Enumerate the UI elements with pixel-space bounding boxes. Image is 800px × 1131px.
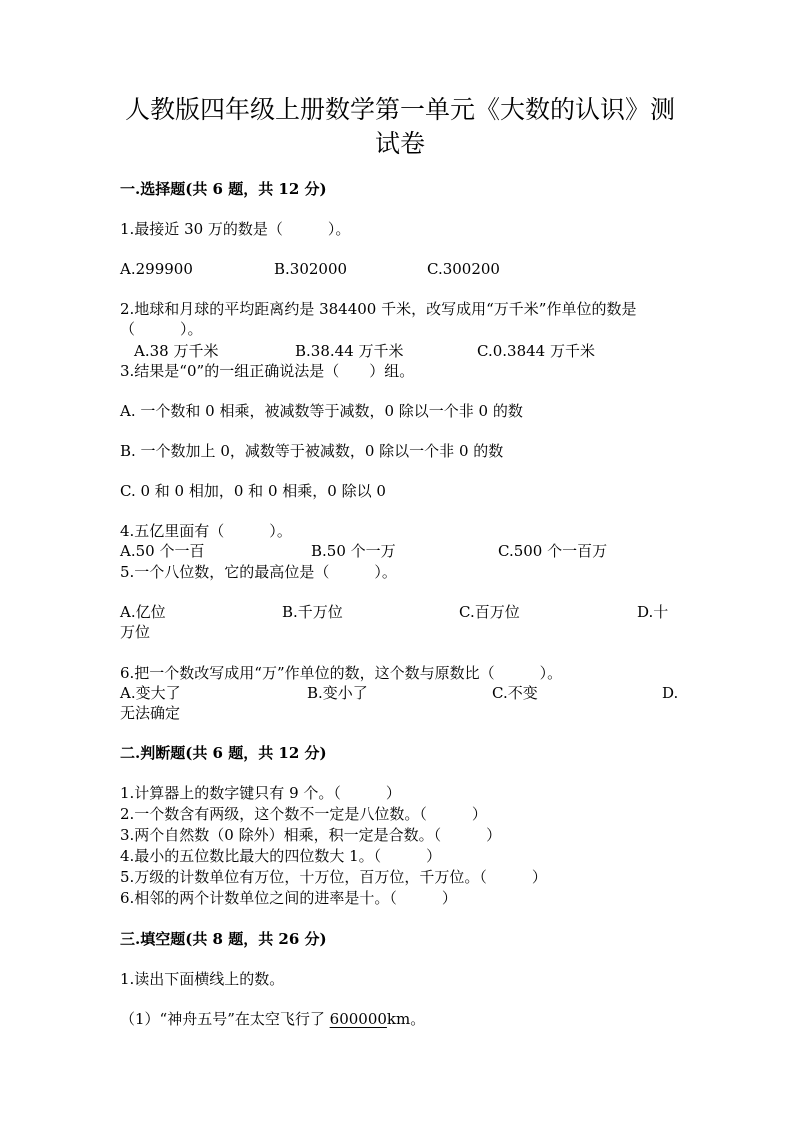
q6-option-a: A.变大了 — [120, 684, 181, 702]
q5-option-b: B.千万位 — [282, 603, 343, 621]
q2-option-a: A.38 万千米 — [134, 342, 219, 360]
q5-stem: 5.一个八位数，它的最高位是（ ）。 — [120, 563, 397, 581]
q3-option-b: B. 一个数加上 0，减数等于被减数，0 除以一个非 0 的数 — [120, 442, 504, 460]
q1-option-a: A.299900 — [120, 260, 193, 278]
q6-option-d-part1: D. — [662, 684, 679, 702]
fill-q1-sub1-suffix: km。 — [386, 1010, 426, 1028]
judge-item-4: 4.最小的五位数比最大的四位数大 1。（ ） — [120, 847, 442, 865]
q4-stem: 4.五亿里面有（ ）。 — [120, 522, 292, 540]
q5-option-a: A.亿位 — [120, 603, 166, 621]
q6-option-b: B.变小了 — [307, 684, 368, 702]
q1-option-c: C.300200 — [427, 260, 500, 278]
q6-stem: 6.把一个数改写成用“万”作单位的数，这个数与原数比（ ）。 — [120, 664, 563, 682]
exam-title-line1: 人教版四年级上册数学第一单元《大数的认识》测 — [124, 95, 675, 124]
q3-option-a: A. 一个数和 0 相乘，被减数等于减数，0 除以一个非 0 的数 — [120, 402, 523, 420]
section1-heading: 一.选择题(共 6 题，共 12 分) — [120, 180, 327, 198]
q5-option-d-part1: D.十 — [637, 603, 669, 621]
judge-item-5: 5.万级的计数单位有万位，十万位，百万位，千万位。（ ） — [120, 868, 547, 886]
q4-option-b: B.50 个一万 — [311, 542, 396, 560]
q1-stem: 1.最接近 30 万的数是（ ）。 — [120, 220, 351, 238]
section2-heading: 二.判断题(共 6 题，共 12 分) — [120, 744, 327, 762]
q1-option-b: B.302000 — [274, 260, 348, 278]
q6-option-c: C.不变 — [492, 684, 538, 702]
section3-heading: 三.填空题(共 8 题，共 26 分) — [120, 930, 327, 948]
judge-item-2: 2.一个数含有两级，这个数不一定是八位数。（ ） — [120, 805, 487, 823]
fill-q1-sub1-prefix: （1）“神舟五号”在太空飞行了 — [120, 1010, 330, 1028]
q5-option-c: C.百万位 — [459, 603, 520, 621]
q2-stem-line2: （ ）。 — [120, 320, 203, 338]
fill-q1-stem: 1.读出下面横线上的数。 — [120, 970, 285, 988]
q3-stem: 3.结果是“0”的一组正确说法是（ ）组。 — [120, 362, 415, 380]
fill-q1-sub1 — [120, 1009, 425, 1029]
q2-option-c: C.0.3844 万千米 — [477, 342, 595, 360]
judge-item-3: 3.两个自然数（0 除外）相乘，积一定是合数。（ ） — [120, 826, 502, 844]
underlined-number: 600000 — [329, 1010, 387, 1028]
judge-item-1: 1.计算器上的数字键只有 9 个。（ ） — [120, 784, 401, 802]
exam-title-line2: 试卷 — [374, 129, 425, 158]
q4-option-c: C.500 个一百万 — [498, 542, 608, 560]
judge-item-6: 6.相邻的两个计数单位之间的进率是十。（ ） — [120, 889, 457, 907]
q2-stem-line1: 2.地球和月球的平均距离约是 384400 千米，改写成用“万千米”作单位的数是 — [120, 300, 637, 318]
q5-option-d-part2: 万位 — [120, 623, 151, 641]
q2-option-b: B.38.44 万千米 — [295, 342, 404, 360]
q4-option-a: A.50 个一百 — [120, 542, 205, 560]
q6-option-d-part2: 无法确定 — [120, 704, 181, 722]
q3-option-c: C. 0 和 0 相加，0 和 0 相乘，0 除以 0 — [120, 482, 386, 500]
